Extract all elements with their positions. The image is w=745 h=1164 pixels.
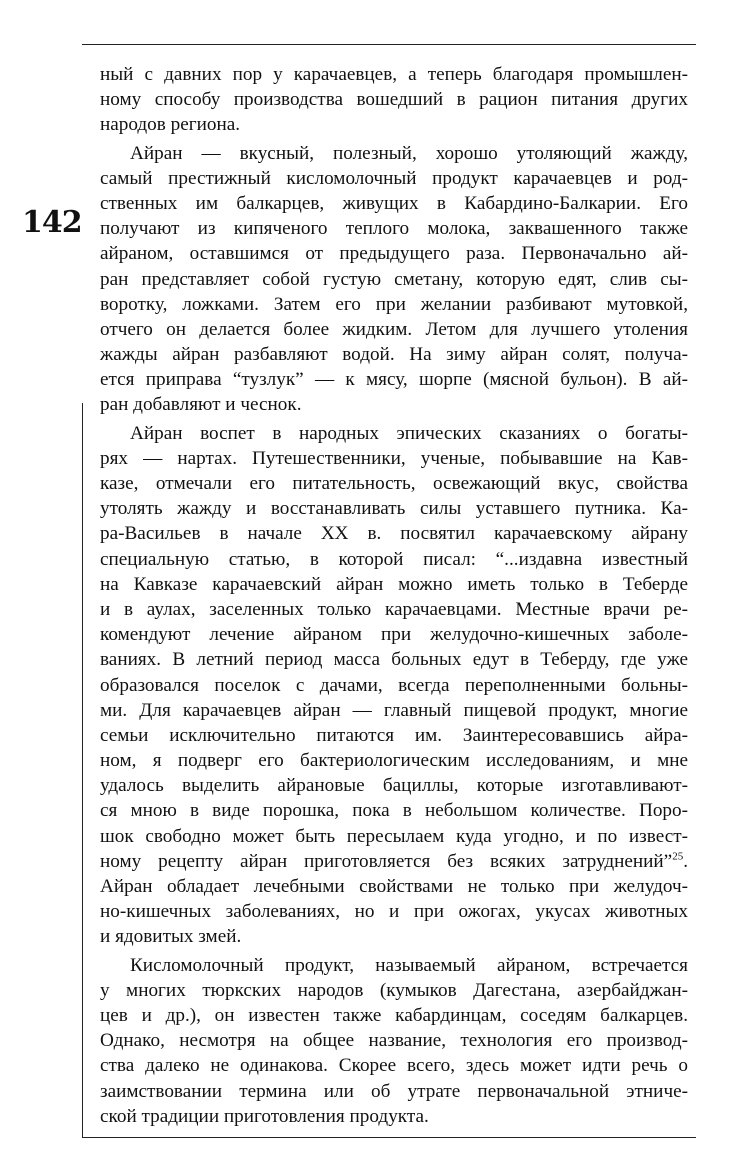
text-line: и в аулах, заселенных только карачаевцами. Местные врачи ре- bbox=[100, 598, 688, 620]
text-line: Однако, несмотря на общее название, технология его производ- bbox=[100, 1030, 688, 1052]
text-line: у многих тюркских народов (кумыков Дагестана, азербайджан- bbox=[100, 979, 688, 1001]
text-line: на Кавказе карачаевский айран можно иметь только в Теберде bbox=[100, 573, 688, 595]
text-line: жажды айран разбавляют водой. На зиму айран солят, получа- bbox=[100, 344, 688, 366]
paragraph bbox=[100, 62, 688, 138]
page-number: 142 bbox=[22, 205, 82, 240]
text-line: ственных им балкарцев, живущих в Кабардино-Балкарии. Его bbox=[100, 192, 688, 214]
text-line: семьи исключительно питаются им. Заинтересовавшись айра- bbox=[100, 724, 688, 746]
text-line: ный с давних пор у карачаевцев, а теперь благодаря промышлен- bbox=[100, 64, 688, 85]
paragraph bbox=[100, 953, 688, 1129]
text-line: ра-Васильев в начале XX в. посвятил карачаевскому айрану bbox=[100, 523, 688, 545]
text-line: отчего он делается более жидким. Летом для лучшего утоления bbox=[100, 318, 688, 340]
text-line: Кисломолочный продукт, называемый айраном, встречается bbox=[130, 954, 688, 976]
text-line: ми. Для карачаевцев айран — главный пищевой продукт, многие bbox=[100, 699, 688, 721]
text-line: воротку, ложками. Затем его при желании разбивают мутовкой, bbox=[100, 293, 688, 315]
text-line: заимствовании термина или об утрате первоначальной этниче- bbox=[100, 1080, 688, 1102]
text-line: народов региона. bbox=[100, 114, 241, 136]
text-line: ся мною в виде порошка, пока в небольшом количестве. Поро- bbox=[100, 800, 688, 822]
text-line: получают из кипяченого теплого молока, заквашенного также bbox=[100, 218, 688, 240]
text-line: образовался поселок с дачами, всегда переполненными больны- bbox=[100, 674, 688, 696]
top-rule bbox=[82, 44, 696, 45]
margin-rule bbox=[82, 403, 83, 1137]
text-line: Айран — вкусный, полезный, хорошо утоляющий жажду, bbox=[130, 142, 688, 164]
text-line: ской традиции приготовления продукта. bbox=[100, 1105, 429, 1127]
text-line: айраном, оставшимся от предыдущего раза. Первоначально ай- bbox=[100, 243, 688, 265]
paragraph bbox=[100, 141, 688, 418]
text-line: ран добавляют и чеснок. bbox=[100, 394, 302, 416]
footnote-ref: 25 bbox=[672, 850, 684, 863]
body-text bbox=[100, 62, 688, 1129]
text-line: и ядовитых змей. bbox=[100, 926, 242, 948]
text-line: цев и др.), он известен также кабардинцам, соседям балкарцев. bbox=[100, 1004, 688, 1026]
text-line: комендуют лечение айраном при желудочно-кишечных заболе- bbox=[100, 624, 688, 646]
text-line: шок свободно может быть пересылаем куда угодно, и по извест- bbox=[100, 825, 688, 847]
text-line: ства далеко не одинакова. Скорее всего, здесь может идти речь о bbox=[100, 1055, 688, 1077]
text-line: ваниях. В летний период масса больных едут в Теберду, где уже bbox=[100, 649, 688, 671]
text-line: ному способу производства вошедший в рацион питания других bbox=[100, 89, 688, 111]
text-line: удалось выделить айрановые бациллы, которые изготавливают- bbox=[100, 775, 688, 797]
text-line: ран представляет собой густую сметану, которую едят, слив сы- bbox=[100, 268, 688, 290]
bottom-rule bbox=[82, 1137, 696, 1138]
paragraph bbox=[100, 421, 688, 950]
text-line: Айран воспет в народных эпических сказаниях о богаты- bbox=[130, 422, 688, 444]
text-line: самый престижный кисломолочный продукт карачаевцев и род- bbox=[100, 167, 688, 189]
text-line: специальную статью, в которой писал: “...издавна известный bbox=[100, 548, 688, 570]
text-line: утолять жажду и восстанавливать силы уставшего путника. Ка- bbox=[100, 498, 688, 520]
text-line: ному рецепту айран приготовляется без всяких затруднений”$^{25}$. bbox=[100, 850, 688, 872]
text-line: казе, отмечали его питательность, освежающий вкус, свойства bbox=[100, 473, 688, 494]
text-line: ется приправа “тузлук” — к мясу, шорпе (мясной бульон). В ай- bbox=[100, 369, 688, 391]
text-line: рях — нартах. Путешественники, ученые, побывавшие на Кав- bbox=[100, 447, 688, 469]
text-line: Айран обладает лечебными свойствами не только при желудоч- bbox=[100, 876, 688, 897]
text-line: но-кишечных заболеваниях, но и при ожогах, укусах животных bbox=[100, 901, 688, 923]
text-line: ном, я подверг его бактериологическим исследованиям, и мне bbox=[100, 750, 688, 772]
